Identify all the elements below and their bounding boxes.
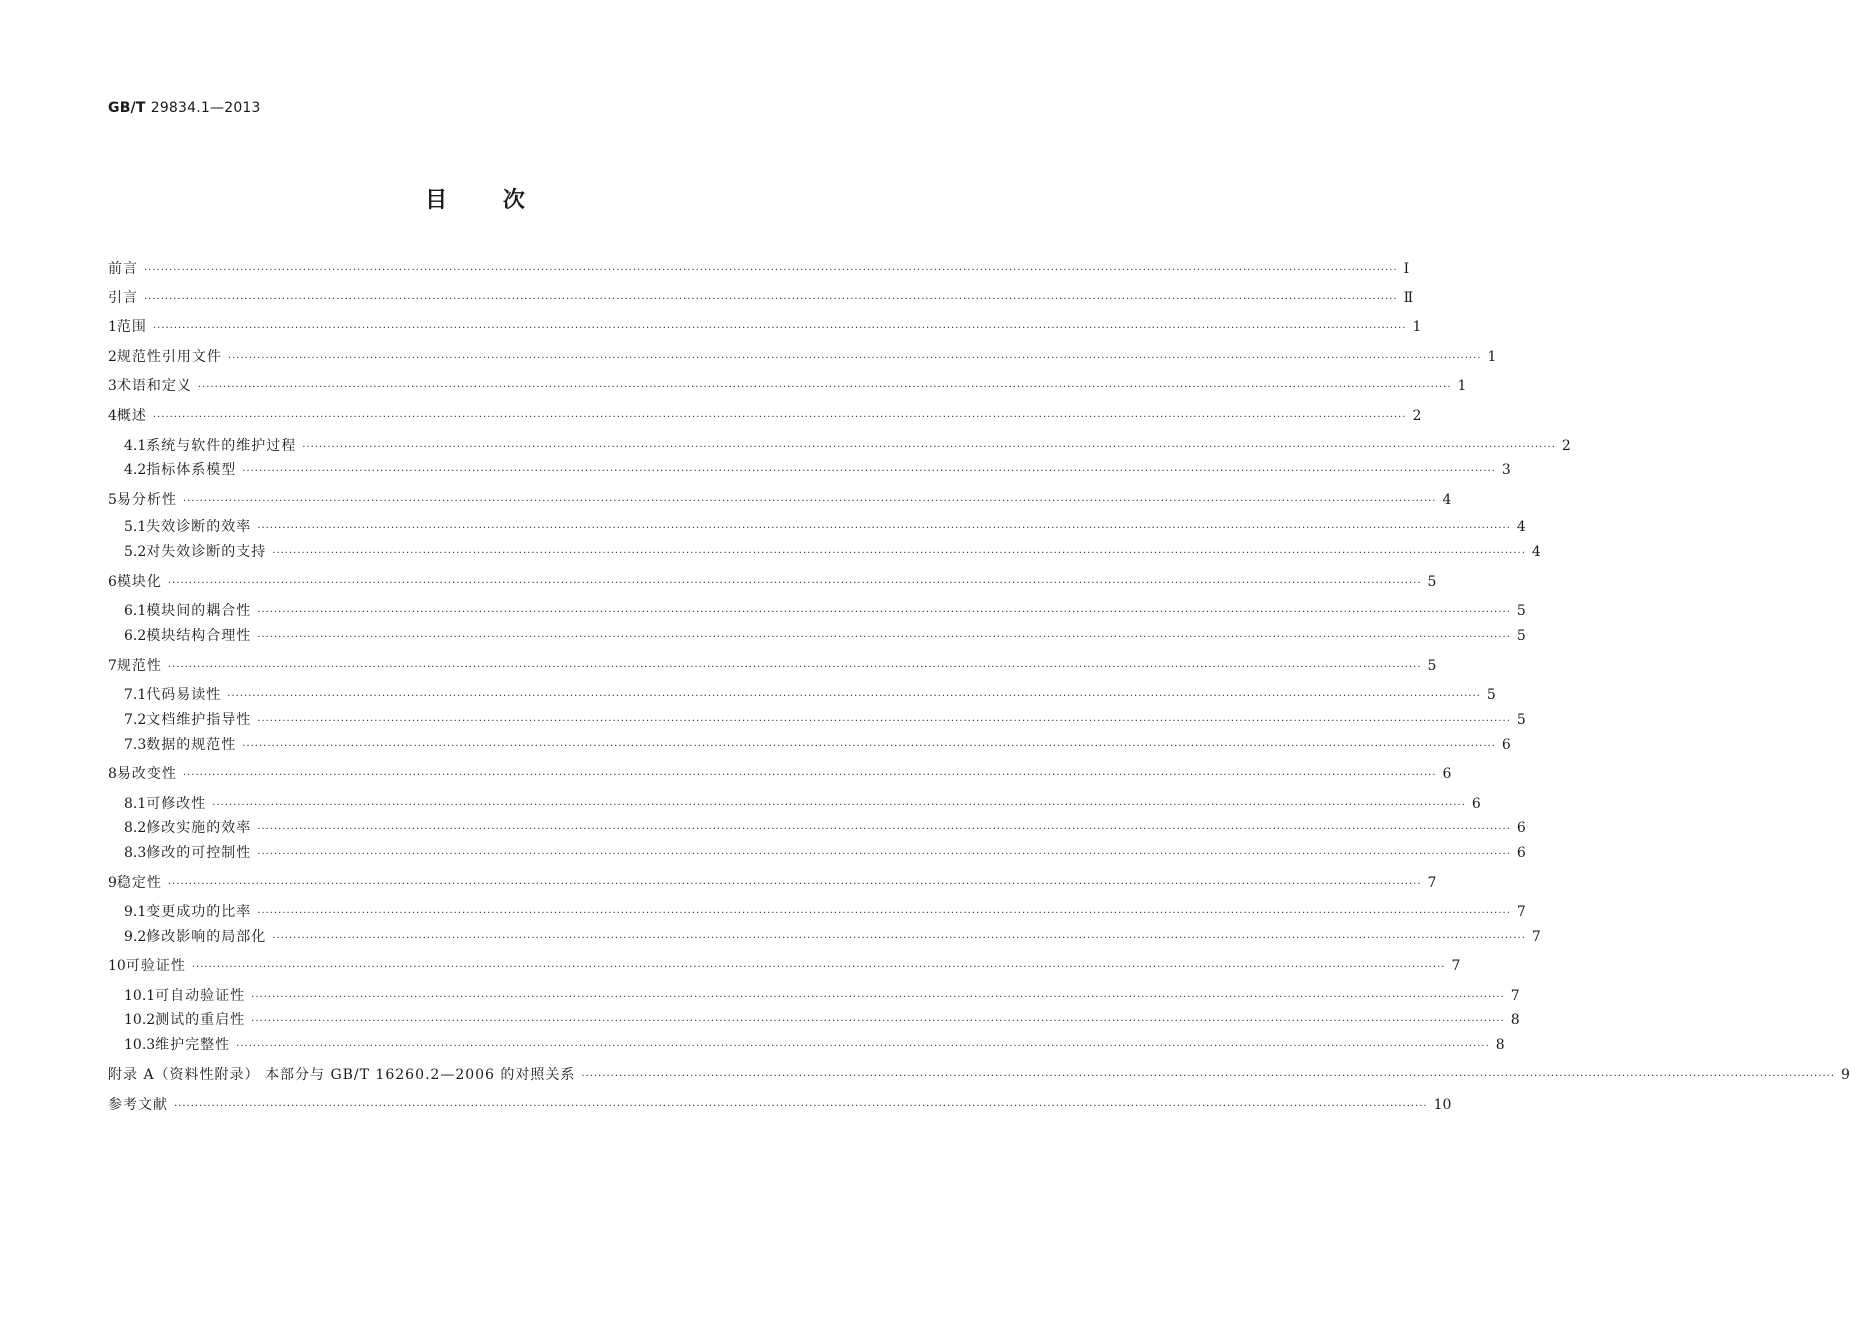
toc-entry-number: 4.1 bbox=[124, 438, 147, 454]
toc-leader-dots: ············································································································································································································································································································ bbox=[167, 879, 1422, 890]
toc-entry[interactable] bbox=[124, 842, 1526, 864]
toc-entry-page: 9 bbox=[1841, 1067, 1850, 1083]
toc-entry-page: 8 bbox=[1510, 1012, 1520, 1028]
toc-entry-page: 6 bbox=[1501, 737, 1511, 753]
toc-entry[interactable] bbox=[108, 955, 1461, 977]
toc-entry-label: 数据的规范性 bbox=[146, 737, 237, 753]
toc-entry[interactable] bbox=[124, 985, 1520, 1007]
toc-leader-dots: ············································································································································································································································································································ bbox=[257, 523, 1511, 534]
toc-entry-number: 7 bbox=[108, 658, 117, 674]
toc-entry-page: Ⅰ bbox=[1403, 261, 1410, 277]
toc-entry-page: 5 bbox=[1486, 687, 1496, 703]
toc-entry[interactable] bbox=[124, 600, 1526, 622]
toc-leader-dots: ············································································································································································································································································································ bbox=[182, 770, 1437, 781]
toc-entry-page: 4 bbox=[1531, 544, 1541, 560]
toc-entry[interactable] bbox=[124, 734, 1511, 756]
toc-leader-dots: ············································································································································································································································································································ bbox=[257, 716, 1511, 727]
toc-entry-label: 可自动验证性 bbox=[155, 988, 246, 1004]
toc-entry-label: 引言 bbox=[108, 290, 138, 306]
toc-entry-number: 10 bbox=[108, 958, 126, 974]
toc-entry-page: Ⅱ bbox=[1403, 290, 1414, 306]
toc-leader-dots: ············································································································································································································································································································ bbox=[227, 353, 1482, 364]
toc-entry-label: 变更成功的比率 bbox=[146, 904, 252, 920]
toc-entry-label: 参考文献 bbox=[108, 1097, 168, 1113]
toc-entry-label: 规范性 bbox=[116, 658, 162, 674]
toc-entry-label: 概述 bbox=[116, 408, 147, 424]
toc-entry-page: 1 bbox=[1412, 319, 1422, 335]
toc-entry-label: 失效诊断的效率 bbox=[146, 519, 252, 535]
toc-entry-number: 5.2 bbox=[124, 544, 147, 560]
toc-leader-dots: ············································································································································································································································································································ bbox=[182, 496, 1437, 507]
toc-leader-dots: ············································································································································································································································································································ bbox=[257, 632, 1511, 643]
toc-entry-label: 稳定性 bbox=[116, 875, 162, 891]
toc-entry-page: 5 bbox=[1516, 712, 1526, 728]
toc-entry[interactable] bbox=[124, 684, 1496, 706]
toc-entry-label: 系统与软件的维护过程 bbox=[146, 438, 297, 454]
toc-entry-label: 修改实施的效率 bbox=[146, 820, 252, 836]
toc-entry-number: 1 bbox=[108, 319, 117, 335]
toc-leader-dots: ············································································································································································································································································································ bbox=[302, 442, 1556, 453]
toc-entry-page: 6 bbox=[1516, 820, 1526, 836]
standard-code bbox=[108, 100, 261, 116]
toc-entry-number: 9.1 bbox=[124, 904, 147, 920]
toc-entry-page: 7 bbox=[1516, 904, 1526, 920]
toc-leader-dots: ············································································································································································································································································································ bbox=[212, 800, 1466, 811]
toc-entry-page: 7 bbox=[1427, 875, 1437, 891]
toc-leader-dots: ············································································································································································································································································································ bbox=[191, 962, 1446, 973]
toc-leader-dots: ············································································································································································································································································································ bbox=[144, 265, 1398, 276]
toc-entry-number: 9.2 bbox=[124, 929, 147, 945]
toc-entry-page: 8 bbox=[1495, 1037, 1505, 1053]
toc-entry-page: 6 bbox=[1442, 766, 1452, 782]
toc-leader-dots: ············································································································································································································································································································ bbox=[174, 1101, 1428, 1112]
toc-entry-label: 模块化 bbox=[116, 574, 162, 590]
toc-entry[interactable] bbox=[108, 872, 1437, 894]
toc-leader-dots: ············································································································································································································································································································ bbox=[197, 382, 1452, 393]
toc-entry[interactable] bbox=[108, 1064, 1850, 1086]
toc-leader-dots: ············································································································································································································································································································ bbox=[144, 294, 1398, 305]
toc-leader-dots: ············································································································································································································································································································ bbox=[167, 662, 1422, 673]
toc-leader-dots: ············································································································································································································································································································ bbox=[236, 1041, 1490, 1052]
toc-entry-number: 7.1 bbox=[124, 687, 147, 703]
toc-entry-page: 5 bbox=[1427, 658, 1437, 674]
toc-entry-label: 规范性引用文件 bbox=[116, 349, 222, 365]
toc-entry-page: 1 bbox=[1487, 349, 1497, 365]
toc-leader-dots: ············································································································································································································································································································ bbox=[257, 607, 1511, 618]
toc-entry-number: 10.3 bbox=[124, 1037, 156, 1053]
toc-entry[interactable] bbox=[124, 541, 1541, 563]
toc-entry[interactable] bbox=[108, 655, 1437, 677]
toc-leader-dots: ············································································································································································································································································································ bbox=[227, 691, 1481, 702]
toc-entry-label: 文档维护指导性 bbox=[146, 712, 252, 728]
toc-entry-label: 易分析性 bbox=[116, 492, 177, 508]
toc-entry-number: 4.2 bbox=[124, 462, 147, 478]
toc-entry-number: 9 bbox=[108, 875, 117, 891]
toc-entry-label: 维护完整性 bbox=[155, 1037, 231, 1053]
toc-entry-number: 10.2 bbox=[124, 1012, 156, 1028]
toc-entry[interactable] bbox=[124, 793, 1481, 815]
toc-entry[interactable] bbox=[124, 516, 1526, 538]
toc-entry[interactable] bbox=[124, 1034, 1505, 1056]
toc-entry-page: 4 bbox=[1442, 492, 1452, 508]
toc-entry-label: 对失效诊断的支持 bbox=[146, 544, 267, 560]
toc-entry-label: 模块结构合理性 bbox=[146, 628, 252, 644]
toc-entry[interactable] bbox=[108, 1094, 1452, 1116]
toc-entry[interactable] bbox=[108, 763, 1452, 785]
toc-leader-dots: ············································································································································································································································································································ bbox=[257, 908, 1511, 919]
toc-entry-page: 5 bbox=[1427, 574, 1437, 590]
toc-entry[interactable] bbox=[108, 489, 1452, 511]
toc-entry[interactable] bbox=[108, 287, 1414, 309]
toc-leader-dots: ············································································································································································································································································································ bbox=[152, 323, 1407, 334]
standard-code-number: 29834.1—2013 bbox=[150, 100, 261, 116]
toc-entry-label: 可修改性 bbox=[146, 796, 207, 812]
toc-entry-label: 模块间的耦合性 bbox=[146, 603, 252, 619]
toc-entry[interactable] bbox=[108, 258, 1410, 280]
toc-entry[interactable] bbox=[124, 435, 1571, 457]
toc-entry[interactable] bbox=[124, 709, 1526, 731]
toc-entry-label: 代码易读性 bbox=[146, 687, 222, 703]
toc-entry[interactable] bbox=[124, 926, 1541, 948]
toc-leader-dots: ············································································································································································································································································································ bbox=[167, 578, 1422, 589]
toc-leader-dots: ············································································································································································································································································································ bbox=[581, 1071, 1836, 1082]
toc-entry-number: 8.3 bbox=[124, 845, 147, 861]
toc-entry[interactable] bbox=[108, 346, 1497, 368]
toc-entry-page: 2 bbox=[1412, 408, 1422, 424]
toc-leader-dots: ············································································································································································································································································································ bbox=[242, 466, 1496, 477]
toc-entry[interactable] bbox=[108, 571, 1437, 593]
toc-entry-page: 5 bbox=[1516, 628, 1526, 644]
standard-code-prefix: GB/T bbox=[108, 100, 146, 116]
toc-entry-number: 4 bbox=[108, 408, 117, 424]
toc-entry-number: 7.2 bbox=[124, 712, 147, 728]
toc-entry-number: 8.1 bbox=[124, 796, 147, 812]
toc-entry[interactable] bbox=[124, 459, 1511, 481]
toc-entry-number: 6 bbox=[108, 574, 117, 590]
toc-entry-page: 7 bbox=[1510, 988, 1520, 1004]
toc-entry-label: 附录 A（资料性附录） 本部分与 GB/T 16260.2—2006 的对照关系 bbox=[108, 1067, 576, 1083]
toc-leader-dots: ············································································································································································································································································································ bbox=[251, 992, 1505, 1003]
toc-entry-page: 10 bbox=[1433, 1097, 1452, 1113]
toc-entry[interactable] bbox=[124, 901, 1526, 923]
toc-entry-number: 5 bbox=[108, 492, 117, 508]
toc-entry-number: 3 bbox=[108, 378, 117, 394]
toc-leader-dots: ············································································································································································································································································································ bbox=[242, 741, 1496, 752]
toc-leader-dots: ············································································································································································································································································································ bbox=[152, 412, 1407, 423]
toc-entry-number: 5.1 bbox=[124, 519, 147, 535]
toc-entry-label: 术语和定义 bbox=[116, 378, 192, 394]
toc-entry[interactable] bbox=[108, 405, 1422, 427]
toc-entry-page: 2 bbox=[1561, 438, 1571, 454]
toc-entry-number: 2 bbox=[108, 349, 117, 365]
toc-entry-label: 易改变性 bbox=[116, 766, 177, 782]
toc-leader-dots: ············································································································································································································································································································ bbox=[257, 849, 1511, 860]
toc-entry-page: 1 bbox=[1457, 378, 1467, 394]
toc-entry-number: 8 bbox=[108, 766, 117, 782]
page-title: 目 次 bbox=[425, 188, 525, 213]
toc-entry-label: 前言 bbox=[108, 261, 138, 277]
toc-entry-page: 7 bbox=[1451, 958, 1461, 974]
toc-entry-label: 修改影响的局部化 bbox=[146, 929, 267, 945]
toc-leader-dots: ············································································································································································································································································································ bbox=[257, 824, 1511, 835]
toc-entry-label: 测试的重启性 bbox=[155, 1012, 246, 1028]
toc-entry-label: 修改的可控制性 bbox=[146, 845, 252, 861]
toc-entry[interactable] bbox=[124, 625, 1526, 647]
toc-leader-dots: ············································································································································································································································································································ bbox=[272, 548, 1526, 559]
toc-entry[interactable] bbox=[108, 316, 1422, 338]
toc-leader-dots: ············································································································································································································································································································ bbox=[272, 933, 1526, 944]
toc-entry-number: 7.3 bbox=[124, 737, 147, 753]
toc-entry-page: 6 bbox=[1471, 796, 1481, 812]
toc-entry-page: 7 bbox=[1531, 929, 1541, 945]
toc-entry-number: 10.1 bbox=[124, 988, 156, 1004]
toc-entry[interactable] bbox=[124, 1009, 1520, 1031]
toc-entry-page: 4 bbox=[1516, 519, 1526, 535]
toc-entry[interactable] bbox=[124, 817, 1526, 839]
toc-entry-label: 范围 bbox=[116, 319, 147, 335]
toc-entry-label: 可验证性 bbox=[125, 958, 186, 974]
toc-entry[interactable] bbox=[108, 375, 1467, 397]
toc-leader-dots: ············································································································································································································································································································ bbox=[251, 1016, 1505, 1027]
toc-entry-page: 5 bbox=[1516, 603, 1526, 619]
toc-entry-number: 8.2 bbox=[124, 820, 147, 836]
toc-entry-page: 6 bbox=[1516, 845, 1526, 861]
toc-entry-number: 6.1 bbox=[124, 603, 147, 619]
toc-entry-page: 3 bbox=[1501, 462, 1511, 478]
toc-entry-label: 指标体系模型 bbox=[146, 462, 237, 478]
toc-entry-number: 6.2 bbox=[124, 628, 147, 644]
